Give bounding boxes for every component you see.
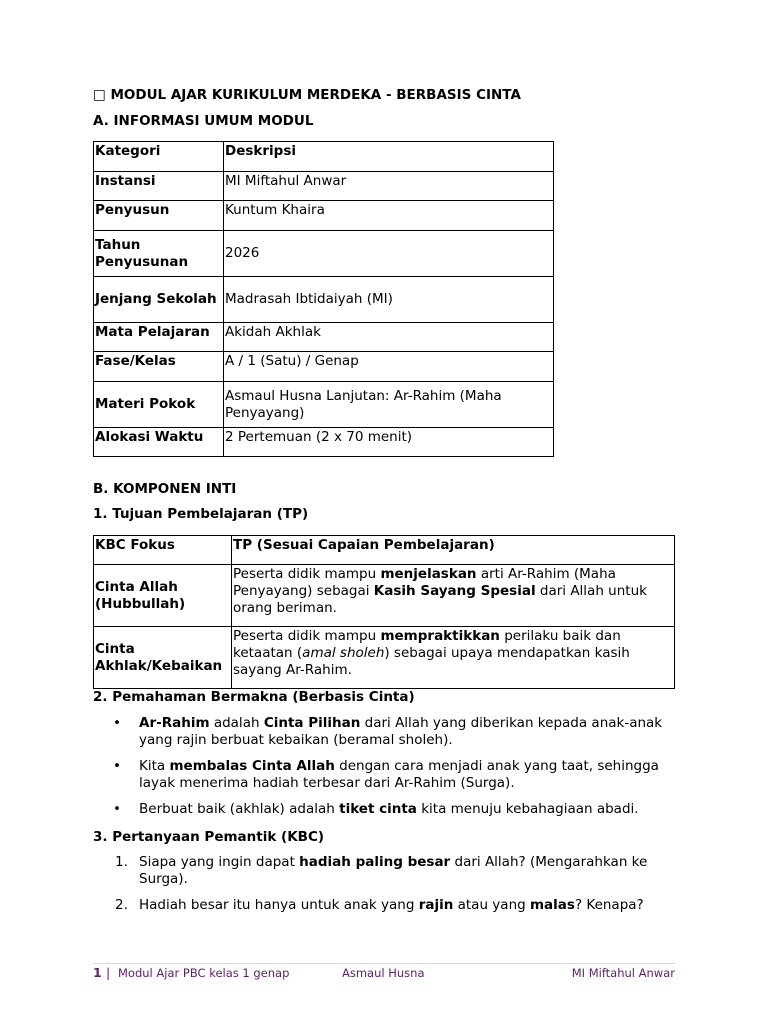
italic-text: amal sholeh [302, 645, 385, 661]
bold-text: Cinta Pilihan [263, 715, 361, 731]
text-run: dari Allah? (Mengarahkan ke Surga). [139, 854, 648, 887]
bullet-icon: • [113, 801, 121, 817]
table-row [94, 277, 554, 323]
text-run: dari Allah untuk orang beriman. [233, 583, 647, 616]
info-value: 2 Pertemuan (2 x 70 menit) [224, 428, 554, 457]
bold-text: hadiah paling besar [299, 854, 451, 870]
bullet-icon: • [113, 715, 121, 731]
text-run: kita menuju kebahagiaan abadi. [416, 801, 639, 817]
table-row [94, 172, 554, 201]
tp-table [93, 535, 675, 689]
list-number: 1. [115, 854, 128, 870]
footer-separator: | [106, 965, 111, 980]
tp-header-kbc: KBC Fokus [94, 536, 232, 565]
info-table-header [94, 142, 554, 172]
table-row [94, 428, 554, 457]
tp-value [232, 627, 675, 689]
info-key: Penyusun [94, 201, 224, 231]
list-number: 2. [115, 897, 128, 913]
table-row [94, 231, 554, 277]
text-run: dengan cara menjadi anak yang taat, sehingga layak menerima hadiah terbesar dari Ar-Rahim (Surga). [139, 758, 659, 791]
text-run: Siapa yang ingin dapat [139, 854, 300, 870]
info-value: Madrasah Ibtidaiyah (MI) [224, 277, 554, 323]
info-value: Akidah Akhlak [224, 323, 554, 352]
page-footer [93, 965, 675, 983]
tp-table-header [94, 536, 675, 565]
tp-value [232, 565, 675, 627]
pb-list [93, 715, 675, 827]
bold-text: menjelaskan [380, 566, 477, 582]
text-run: adalah [209, 715, 264, 731]
text-run: Hadiah besar itu hanya untuk anak yang [139, 897, 419, 913]
text-run: dari Allah yang diberikan kepada anak-anak yang rajin berbuat kebaikan (beramal sholeh). [139, 715, 663, 748]
info-key: Fase/Kelas [94, 352, 224, 382]
table-row [94, 382, 554, 428]
pb-heading: 2. Pemahaman Bermakna (Berbasis Cinta) [93, 689, 415, 705]
info-key: Mata Pelajaran [94, 323, 224, 352]
info-header-category: Kategori [94, 142, 224, 172]
list-item [93, 854, 675, 888]
page-number: 1 [93, 965, 102, 980]
tp-heading: 1. Tujuan Pembelajaran (TP) [93, 506, 309, 522]
pp-heading: 3. Pertanyaan Pemantik (KBC) [93, 829, 325, 845]
info-value: Kuntum Khaira [224, 201, 554, 231]
footer-divider [93, 963, 675, 964]
info-key: Alokasi Waktu [94, 428, 224, 457]
text-run: perilaku baik dan ketaatan ( [233, 628, 621, 661]
table-row [94, 565, 675, 627]
info-key: Instansi [94, 172, 224, 201]
footer-right-text: MI Miftahul Anwar [571, 966, 675, 980]
footer-left-text: Modul Ajar PBC kelas 1 genap [118, 966, 290, 980]
table-row [94, 323, 554, 352]
tp-header-tp: TP (Sesuai Capaian Pembelajaran) [232, 536, 675, 565]
tp-key: Cinta Akhlak/Kebaikan [94, 627, 232, 689]
pp-list [93, 854, 675, 923]
bullet-icon: • [113, 758, 121, 774]
info-header-description: Deskripsi [224, 142, 554, 172]
text-run: Kita [139, 758, 170, 774]
table-row [94, 201, 554, 231]
section-a-heading: A. INFORMASI UMUM MODUL [93, 113, 314, 129]
section-b-heading: B. KOMPONEN INTI [93, 481, 237, 497]
info-key: Materi Pokok [94, 382, 224, 428]
info-value: Asmaul Husna Lanjutan: Ar-Rahim (Maha Penyayang) [224, 382, 554, 428]
bold-text: tiket cinta [339, 801, 417, 817]
list-item [93, 715, 675, 749]
bold-text: Kasih Sayang Spesial [373, 583, 536, 599]
document-title: □ MODUL AJAR KURIKULUM MERDEKA - BERBASIS CINTA [93, 87, 521, 103]
info-key: Jenjang Sekolah [94, 277, 224, 323]
text-run: atau yang [453, 897, 530, 913]
list-item [93, 897, 675, 914]
info-value: 2026 [224, 231, 554, 277]
bold-text: rajin [418, 897, 454, 913]
footer-center-text: Asmaul Husna [342, 966, 425, 980]
table-row [94, 352, 554, 382]
text-run: Peserta didik mampu [233, 628, 381, 644]
info-value: MI Miftahul Anwar [224, 172, 554, 201]
info-table [93, 141, 554, 457]
tp-key: Cinta Allah (Hubbullah) [94, 565, 232, 627]
info-value: A / 1 (Satu) / Genap [224, 352, 554, 382]
list-item [93, 801, 675, 818]
bold-text: Ar-Rahim [139, 715, 210, 731]
info-key: Tahun Penyusunan [94, 231, 224, 277]
text-run: arti Ar-Rahim (Maha Penyayang) sebagai [233, 566, 616, 599]
text-run: ) sebagai upaya mendapatkan kasih sayang Ar-Rahim. [233, 645, 630, 678]
text-run: ? Kenapa? [574, 897, 644, 913]
text-run: Peserta didik mampu [233, 566, 381, 582]
list-item [93, 758, 675, 792]
table-row [94, 627, 675, 689]
text-run: Berbuat baik (akhlak) adalah [139, 801, 340, 817]
bold-text: mempraktikkan [380, 628, 500, 644]
bold-text: membalas Cinta Allah [169, 758, 335, 774]
bold-text: malas [529, 897, 575, 913]
